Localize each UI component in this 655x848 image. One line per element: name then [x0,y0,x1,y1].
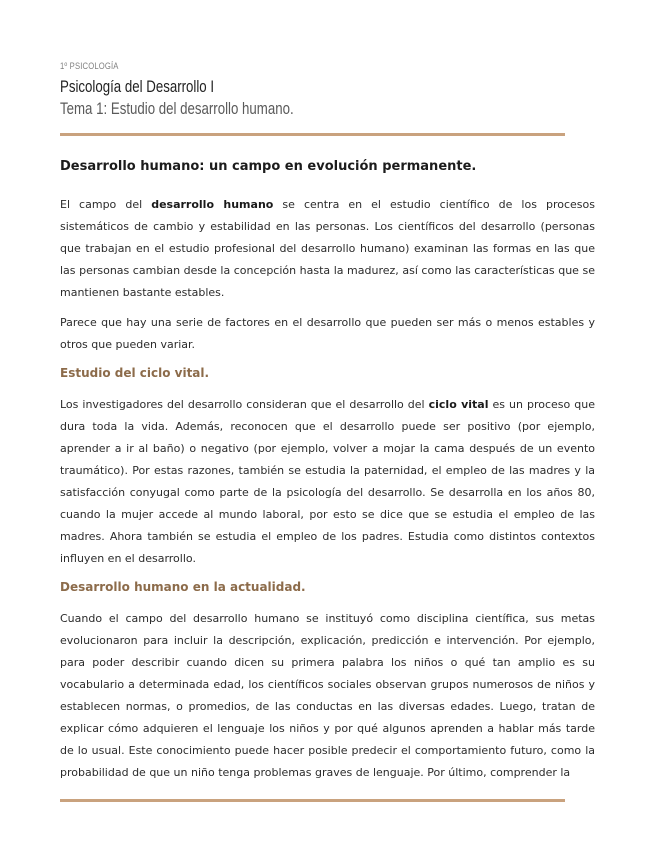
section-heading-ciclo-vital: Estudio del ciclo vital. [60,366,210,380]
paragraph-1-text-a: El campo del [60,198,152,211]
paragraph-3-bold: ciclo vital [428,398,489,411]
course-label: 1º PSICOLOGÍA [60,61,119,71]
paragraph-1-bold: desarrollo humano [151,198,274,211]
paragraph-1-text-c: se centra en el estudio científico de los procesos sistemáticos de cambio y estabilidad en las personas. Los científicos del desarrollo (personas que trabajan en el estudio profesional del desarrollo humano) examinan las formas en las que las personas cambian desde la concepción hasta la madurez, así como las características que se mantienen bastante estables. [60,198,595,299]
paragraph-3-text-c: es un proceso que dura toda la vida. Además, reconocen que el desarrollo puede ser positivo (por ejemplo, aprender a ir al baño) o negativo (por ejemplo, volver a mojar la cama después de un evento traumático). Por estas razones, también se estudia la paternidad, el empleo de las madres y la satisfacción conyugal como parte de la psicología del desarrollo. Se desarrolla en los años 80, cuando la mujer accede al mundo laboral, por esto se dice que se estudia el empleo de las madres. Ahora también se estudia el empleo de los padres. Estudia como distintos contextos influyen en el desarrollo. [60,398,595,565]
paragraph-3-text-a: Los investigadores del desarrollo consideran que el desarrollo del [60,398,429,411]
header-divider [60,133,565,136]
document-body [60,158,595,792]
page-header [60,60,565,120]
footer-divider [60,799,565,802]
subject-title: Psicología del Desarrollo I [60,77,215,96]
paragraph-4: Cuando el campo del desarrollo humano se instituyó como disciplina científica, sus metas evolucionaron para incluir la descripción, explicación, predicción e intervención. Por ejemplo, para poder describir cuando dicen su primera palabra los niños o qué tan amplio es su vocabulario a determinada edad, los científicos sociales observan grupos numerosos de niños y establecen normas, o promedios, de las conductas en las diversas edades. Luego, tratan de explicar cómo adquieren el lenguaje los niños y por qué algunos aprenden a hablar más tarde de lo usual. Este conocimiento puede hacer posible predecir el comportamiento futuro, como la probabilidad de que un niño tenga problemas graves de lenguaje. Por último, comprender la [60,612,595,779]
document-title: Desarrollo humano: un campo en evolución permanente. [60,159,477,174]
paragraph-3 [60,394,595,570]
topic-title: Tema 1: Estudio del desarrollo humano. [60,99,294,118]
section-heading-actualidad: Desarrollo humano en la actualidad. [60,580,306,594]
paragraph-1 [60,194,595,304]
paragraph-2: Parece que hay una serie de factores en el desarrollo que pueden ser más o menos estables y otros que pueden variar. [60,316,595,351]
